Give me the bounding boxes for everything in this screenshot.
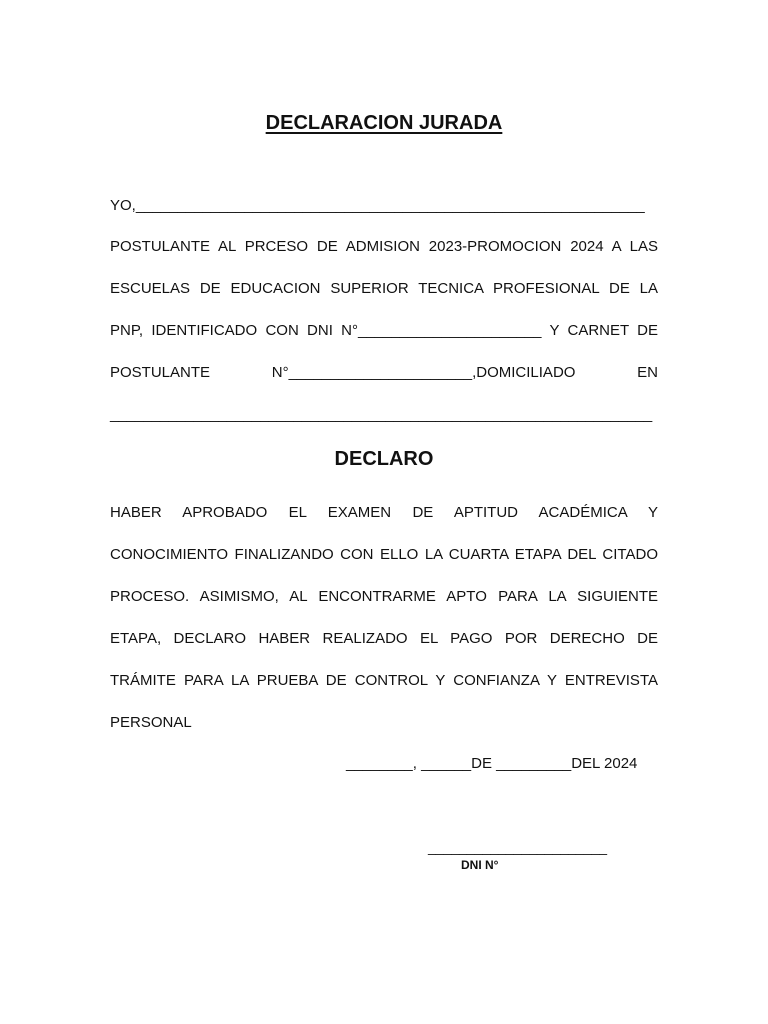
- intro-line-3: PNP, IDENTIFICADO CON DNI N°______________________ Y CARNET DE: [110, 322, 658, 339]
- date-line: ________, ______DE _________DEL 2024: [346, 755, 638, 772]
- body-line-6: PERSONAL: [110, 714, 192, 731]
- signature-label: DNI N°: [461, 858, 499, 872]
- intro-line-2: ESCUELAS DE EDUCACION SUPERIOR TECNICA PROFESIONAL DE LA: [110, 280, 658, 297]
- address-line: _________________________________________________________________: [110, 406, 653, 423]
- intro-line-1: POSTULANTE AL PRCESO DE ADMISION 2023-PROMOCION 2024 A LAS: [110, 238, 658, 255]
- document-title: DECLARACION JURADA: [265, 112, 503, 134]
- signature-line: _______________________: [428, 839, 608, 855]
- body-line-5: TRÁMITE PARA LA PRUEBA DE CONTROL Y CONFIANZA Y ENTREVISTA: [110, 672, 658, 689]
- intro-line-4: POSTULANTE N°______________________,DOMICILIADO EN: [110, 364, 658, 381]
- body-line-1: HABER APROBADO EL EXAMEN DE APTITUD ACADÉMICA Y: [110, 504, 658, 521]
- declaro-heading: DECLARO: [334, 448, 434, 470]
- body-line-3: PROCESO. ASIMISMO, AL ENCONTRARME APTO PARA LA SIGUIENTE: [110, 588, 658, 605]
- body-line-4: ETAPA, DECLARO HABER REALIZADO EL PAGO POR DERECHO DE: [110, 630, 658, 647]
- body-line-2: CONOCIMIENTO FINALIZANDO CON ELLO LA CUARTA ETAPA DEL CITADO: [110, 546, 658, 563]
- name-line: YO,_____________________________________________________________: [110, 197, 645, 214]
